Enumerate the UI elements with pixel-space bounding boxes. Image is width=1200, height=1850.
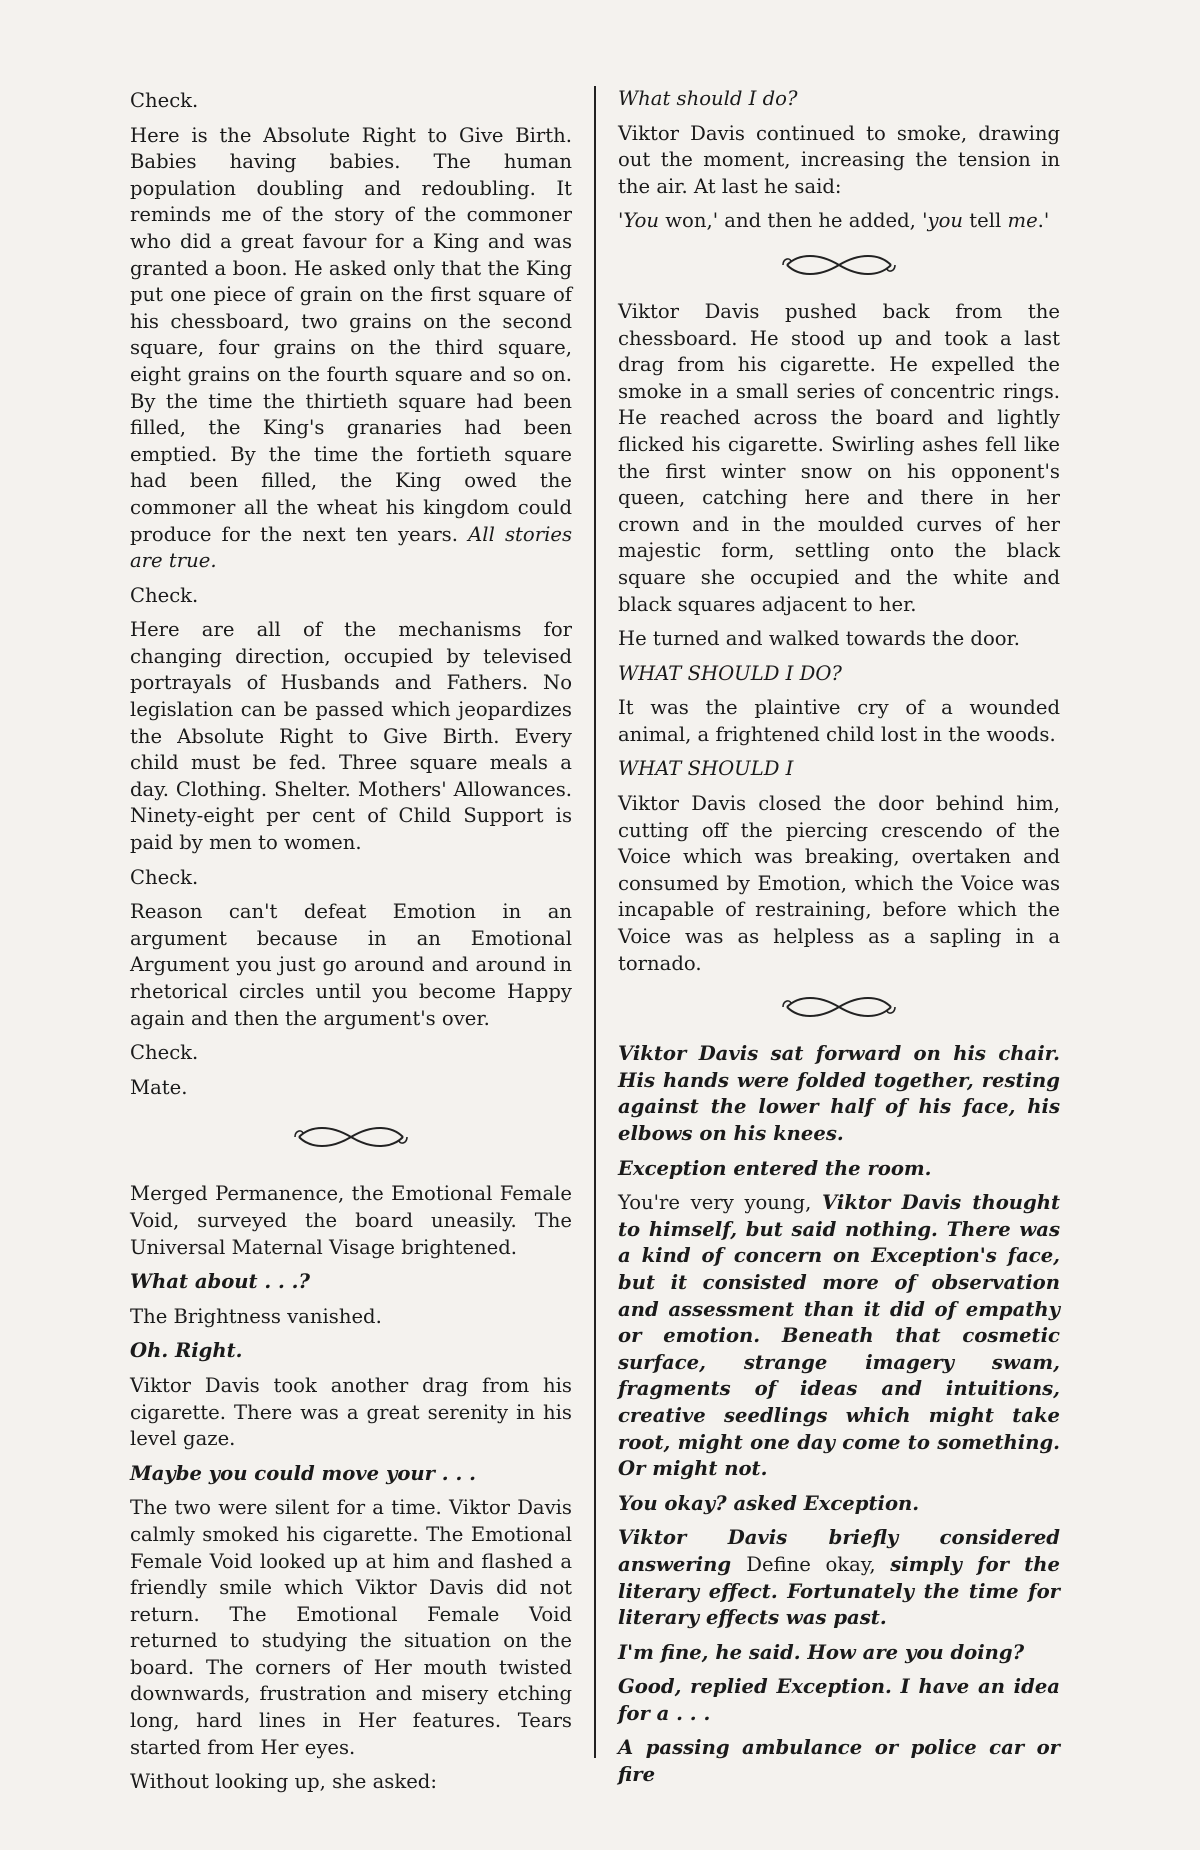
paragraph: Check. bbox=[130, 89, 199, 112]
paragraph-italic: WHAT SHOULD I DO? bbox=[618, 661, 842, 685]
text-fragment: Viktor Davis briefly considered answering bbox=[618, 1526, 1060, 1576]
paragraph-italic: Good, replied Exception. I have an idea for a . . . bbox=[618, 1675, 1060, 1725]
paragraph bbox=[618, 1190, 1060, 1483]
paragraph: Reason can't defeat Emotion in an argument because in an Emotional Argument you just go around and around in rhetorical circles until you become Happy again and then the argument's over. bbox=[130, 900, 572, 1030]
text-fragment: won,' and then he added, ' bbox=[659, 209, 928, 233]
text-fragment: You bbox=[623, 209, 660, 233]
paragraph bbox=[618, 1525, 1060, 1631]
text-fragment: me bbox=[1007, 209, 1038, 233]
paragraph-text: Here is the Absolute Right to Give Birth. Babies having babies. The human population doubling and redoubling. It reminds me of the story of the commoner who did a great favour for a King and was granted a boon. He asked only that the King put one piece of grain on the first square of his chessboard, two grains on the second square, four grains on the third square, eight grains on the fourth square and so on. By the time the thirtieth square had been filled, the King's granaries had been emptied. By the time the fortieth square had been filled, the King owed the commoner all the wheat his kingdom could produce for the next ten years. bbox=[130, 123, 572, 546]
text-fragment: you bbox=[927, 209, 964, 233]
paragraph: Here are all of the mechanisms for changing direction, occupied by televised portrayals of Husbands and Fathers. No legislation can be passed which jeopardizes the Absolute Right to Give Birth. Every child must be fed. Three square meals a day. Clothing. Shelter. Mothers' Allowances. Ninety-eight per cent of Child Support is paid by men to women. bbox=[130, 618, 572, 855]
right-column bbox=[618, 86, 1060, 1797]
column-divider bbox=[594, 86, 596, 1758]
paragraph-italic: All stories are true. bbox=[130, 522, 573, 573]
paragraph-italic: You okay? asked Exception. bbox=[618, 1491, 920, 1515]
paragraph-italic: What should I do? bbox=[618, 87, 798, 110]
section-ornament-icon bbox=[779, 993, 899, 1021]
paragraph-italic: Viktor Davis sat forward on his chair. His hands were folded together, resting against the lower half of his face, his elbows on his knees. bbox=[618, 1042, 1060, 1145]
section-ornament-icon bbox=[779, 251, 899, 279]
text-fragment: Define okay, bbox=[746, 1552, 891, 1576]
paragraph bbox=[618, 208, 1060, 235]
paragraph: Merged Permanence, the Emotional Female Void, surveyed the board uneasily. The Universal Maternal Visage brightened. bbox=[130, 1182, 572, 1259]
paragraph: It was the plaintive cry of a wounded animal, a frightened child lost in the woods. bbox=[618, 696, 1060, 746]
paragraph: He turned and walked towards the door. bbox=[618, 627, 1020, 651]
paragraph: Without looking up, she asked: bbox=[130, 1770, 437, 1794]
paragraph: Check. bbox=[130, 1041, 199, 1065]
paragraph-italic: What about . . .? bbox=[130, 1270, 310, 1294]
left-column bbox=[130, 88, 572, 1804]
text-fragment: You're very young, bbox=[618, 1191, 822, 1215]
text-fragment: ' bbox=[618, 209, 624, 233]
paragraph-italic: WHAT SHOULD I bbox=[618, 757, 794, 781]
paragraph-italic: Exception entered the room. bbox=[618, 1156, 932, 1180]
text-fragment: tell bbox=[963, 209, 1008, 233]
paragraph-italic: Maybe you could move your . . . bbox=[130, 1461, 476, 1485]
text-fragment: Viktor Davis thought to himself, but said nothing. There was a kind of concern on Exception's face, but it consisted more of observation and assessment than it did of empathy or emotion. Beneath that cosmetic surface, strange imagery swam, fragments of ideas and intuitions, creative seedlings which might take root, might one day come to something. Or might not. bbox=[618, 1191, 1061, 1481]
paragraph: The Brightness vanished. bbox=[130, 1304, 382, 1328]
text-fragment: .' bbox=[1037, 209, 1050, 233]
paragraph: Viktor Davis continued to smoke, drawing out the moment, increasing the tension in the air. At last he said: bbox=[618, 121, 1060, 198]
paragraph-italic: I'm fine, he said. How are you doing? bbox=[618, 1640, 1025, 1664]
paragraph bbox=[130, 123, 572, 575]
section-ornament-icon bbox=[291, 1123, 411, 1151]
paragraph: Viktor Davis closed the door behind him, cutting off the piercing crescendo of the Voice which was breaking, overtaken and consumed by Emotion, which the Voice was incapable of restraining, before which the Voice was as helpless as a sapling in a tornado. bbox=[618, 792, 1060, 975]
text-fragment: simply for the literary effect. Fortunately the time for literary effects was past. bbox=[618, 1552, 1061, 1630]
paragraph: Check. bbox=[130, 583, 199, 607]
paragraph: The two were silent for a time. Viktor Davis calmly smoked his cigarette. The Emotional Female Void looked up at him and flashed a friendly smile which Viktor Davis did not return. The Emotional Female Void returned to studying the situation on the board. The corners of Her mouth twisted downwards, frustration and misery etching long, hard lines in Her features. Tears started from Her eyes. bbox=[130, 1496, 572, 1759]
paragraph-italic: Oh. Right. bbox=[130, 1339, 243, 1363]
paragraph: Viktor Davis pushed back from the chessboard. He stood up and took a last drag from his cigarette. He expelled the smoke in a small series of concentric rings. He reached across the board and lightly flicked his cigarette. Swirling ashes fell like the first winter snow on his opponent's queen, catching here and there in her crown and in the moulded curves of her majestic form, settling onto the black square she occupied and the white and black squares adjacent to her. bbox=[618, 299, 1060, 616]
paragraph: Viktor Davis took another drag from his cigarette. There was a great serenity in his level gaze. bbox=[130, 1373, 572, 1451]
paragraph-italic: A passing ambulance or police car or fire bbox=[618, 1736, 1060, 1787]
paragraph: Mate. bbox=[130, 1075, 188, 1099]
paragraph: Check. bbox=[130, 865, 199, 889]
